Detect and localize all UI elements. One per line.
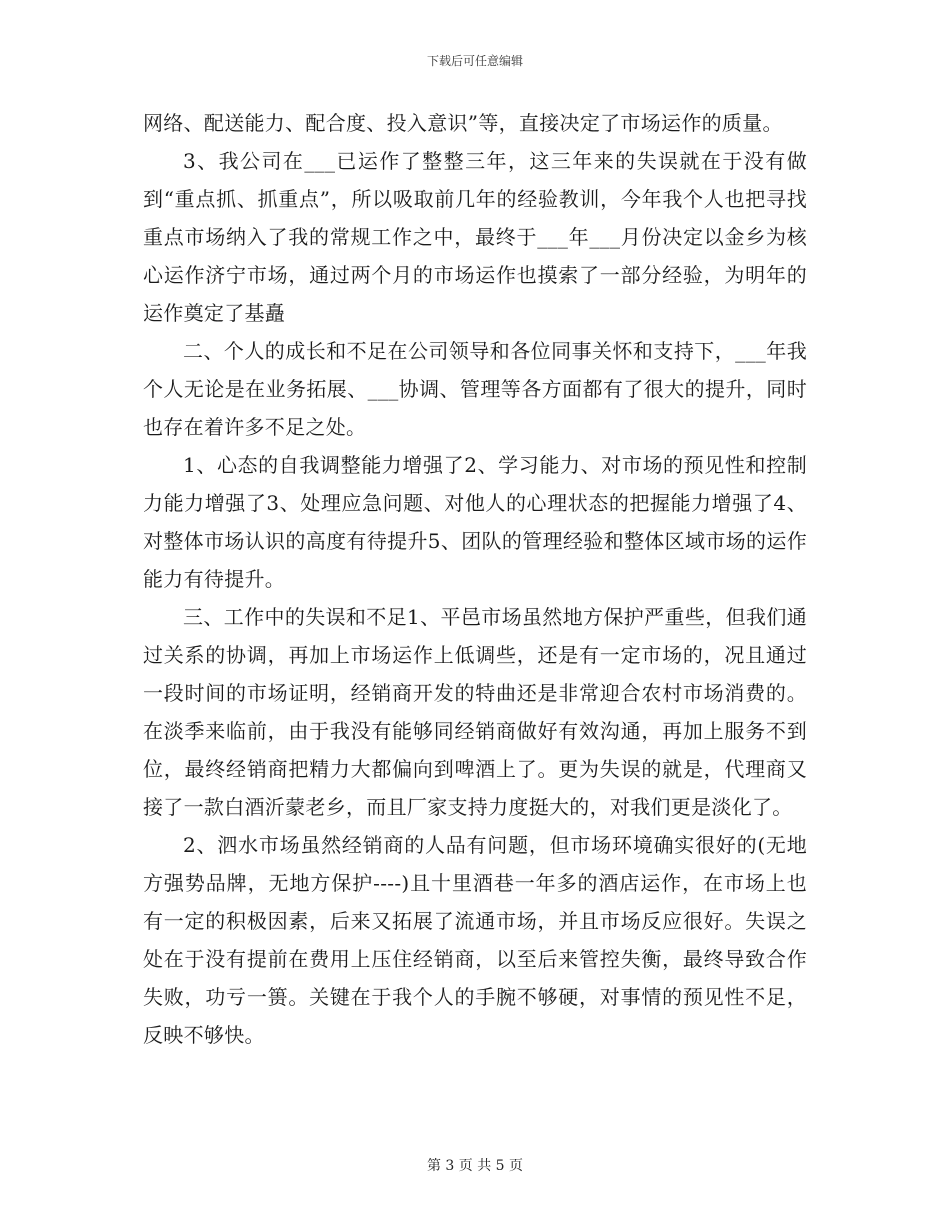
paragraph-sishui-market: 2、泗水市场虽然经销商的人品有问题，但市场环境确实很好的(无地方强势品牌，无地方保护----)且十里酒巷一年多的酒店运作，在市场上也有一定的积极因素，后来又拓展了流通市场，并且市场反应很好。失误之处在于没有提前在费用上压住经销商，以至后来管控失衡，最终导致合作失败，功亏一篑。关键在于我个人的手腕不够硬，对事情的预见性不足，反映不够快。 — [143, 833, 807, 1047]
paragraph-continuation: 网络、配送能力、配合度、投入意识”等，直接决定了市场运作的质量。 — [143, 111, 783, 135]
paragraph-section-3: 三、工作中的失误和不足1、平邑市场虽然地方保护严重些，但我们通过关系的协调，再加上市场运作上低调些，还是有一定市场的，况且通过一段时间的市场证明，经销商开发的特曲还是非常迎合农村市场消费的。在淡季来临前，由于我没有能够同经销商做好有效沟通，再加上服务不到位，最终经销商把精力大都偏向到啤酒上了。更为失误的就是，代理商又接了一款白酒沂蒙老乡，而且厂家支持力度挺大的，对我们更是淡化了。 — [143, 605, 807, 819]
paragraph-section-2: 二、个人的成长和不足在公司领导和各位同事关怀和支持下，___年我个人无论是在业务拓展、___协调、管理等各方面都有了很大的提升，同时也存在着许多不足之处。 — [143, 339, 807, 439]
page-footer: 第 3 页 共 5 页 — [426, 1158, 524, 1174]
paragraph-abilities-list: 1、心态的自我调整能力增强了2、学习能力、对市场的预见性和控制力能力增强了3、处理应急问题、对他人的心理状态的把握能力增强了4、对整体市场认识的高度有待提升5、团队的管理经验和整体区域市场的运作能力有待提升。 — [143, 453, 807, 591]
document-body — [143, 104, 807, 1054]
page-header: 下载后可任意编辑 — [426, 54, 523, 68]
paragraph-item-3: 3、我公司在___已运作了整整三年，这三年来的失误就在于没有做到“重点抓、抓重点”，所以吸取前几年的经验教训，今年我个人也把寻找重点市场纳入了我的常规工作之中，最终于___年___月份决定以金乡为核心运作济宁市场，通过两个月的市场运作也摸索了一部分经验，为明年的运作奠定了基矗 — [143, 149, 807, 325]
